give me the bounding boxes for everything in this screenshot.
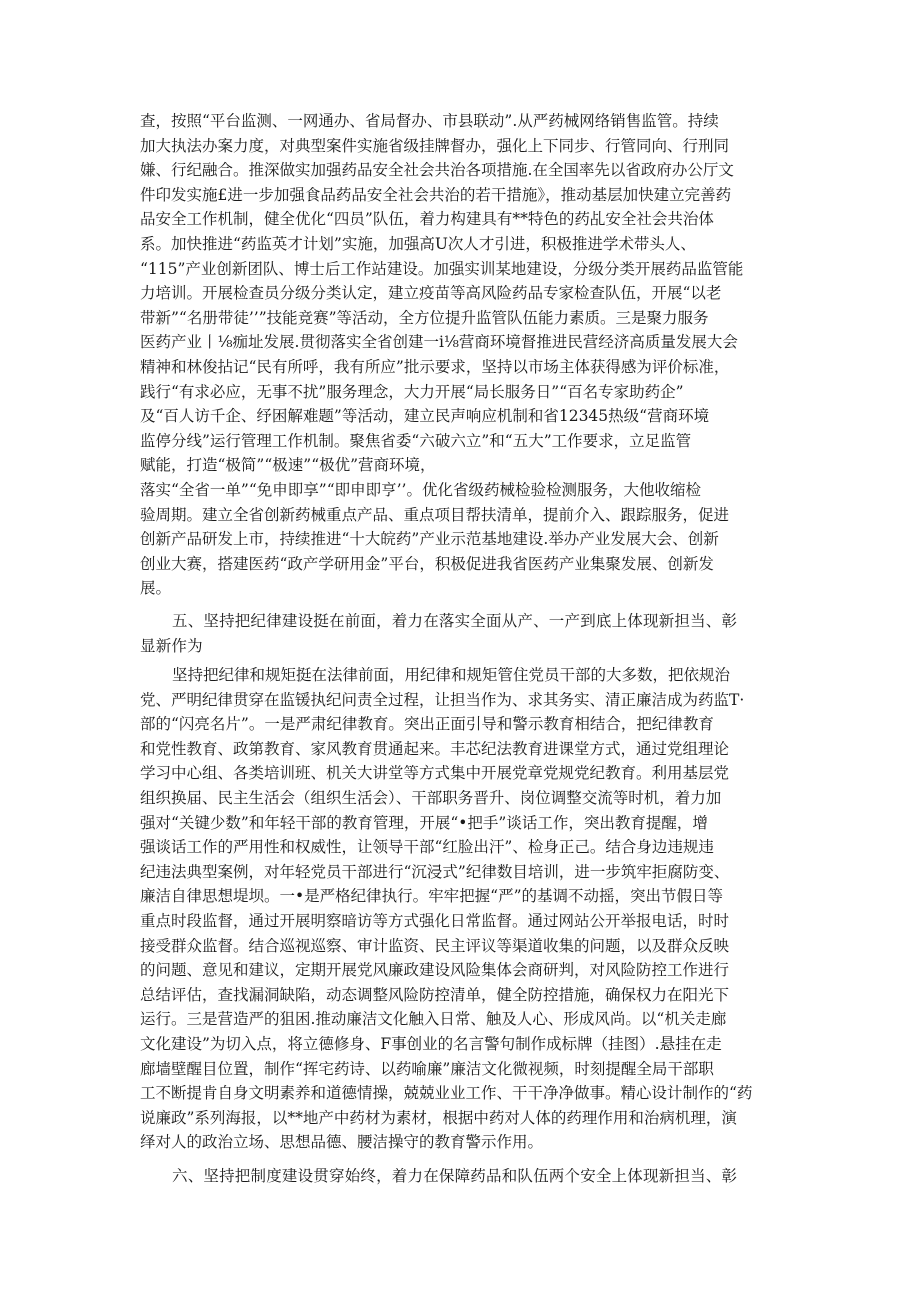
paragraph-line: 精神和林俊拈记“民有所呼，我有所应”批示要求，坚持以市场主体获得感为评价标准， <box>140 358 730 376</box>
paragraph-line: 绎对人的政治立场、思想品德、腰洁操守的教育警示作用。 <box>140 1133 544 1152</box>
paragraph-line: 医药产业丨⅛痂址发展.贯彻落实全省创建一i⅛营商环境督推进民营经济高质量发展大会 <box>140 333 738 352</box>
heading-line: 五、坚持把纪律建设挺在前面，着力在落实全面从产、一产到底上体现新担当、彰 <box>172 612 738 630</box>
paragraph-line: 创新产品研发上市，持续推进“十大皖药”产业示范基地建设.举办产业发展大会、创新 <box>140 530 719 549</box>
paragraph-line: 品安全工作机制，健全优化“四员”队伍，着力构建具有**特色的药乩安全社会共治体 <box>140 210 714 229</box>
paragraph-line: 接受群众监督。结合巡视巡察、审计监资、民主评议等渠道收集的问题，以及群众反映 <box>140 936 730 955</box>
paragraph-line: 重点时段监督，通过开展明察暗访等方式强化日常监督。通过网站公开举报电话，时时 <box>140 912 730 930</box>
paragraph-line: 党、严明纪律贯穿在监锾执纪问责全过程，让担当作为、求其务实、清正廉洁成为药监T· <box>140 690 745 709</box>
paragraph-line: 的问题、意见和建议，定期开展党风廉政建设风险集体会商研判，对风险防控工作进行 <box>140 961 730 980</box>
paragraph-line: 部的“闪亮名片”。一是严肃纪律教育。突出正面引导和警示教育相结合，把纪律教育 <box>140 715 714 734</box>
paragraph-line: 说廉政”系列海报，以**地产中药材为素材，根据中药对人体的药理作用和治病机理，演 <box>140 1108 737 1127</box>
paragraph-line: 工不断提肯自身文明素养和道德情操，兢兢业业工作、干干净净做事。精心设计制作的“药 <box>140 1084 753 1103</box>
paragraph-line: 强对“关键少数”和年轻干部的教育管理，开展“•把手”谈话工作，突出教育提醒，增 <box>140 813 708 832</box>
heading-line: 显新作为 <box>140 636 203 655</box>
paragraph-line: 和党性教育、政第教育、家风教育贯通起来。丰芯纪法教育进课堂方式，通过党组理论 <box>140 739 730 758</box>
paragraph-line: 廊墙壁醒目位置，制作“挥宅药诗、以药喻廉”廉洁文化微视频，时刻提醒全局干部职 <box>140 1059 714 1078</box>
paragraph-line: 监停分线”运行管理工作机制。聚焦省委“六破六立”和“五大”工作要求，立足监管 <box>140 431 692 450</box>
paragraph-line: 运行。三是营造严的狙困.推动廉洁文化触入日常、触及人心、形成风尚。以“机关走廊 <box>140 1010 727 1029</box>
paragraph-line: 纪违法典型案例，对年轻党员干部进行“沉浸式”纪律数目培训，进一步筑牢拒腐防变、 <box>140 862 730 881</box>
paragraph-line: 件印发实施£进一步加强食品药品安全社会共治的若干措施》，推动基层加快建立完善药 <box>140 185 732 204</box>
paragraph-line: 廉洁自律思想堤坝。一•是严格纪律执行。牢牢把握“严”的基调不动摇，突出节假日等 <box>140 887 723 906</box>
paragraph-line: 践行“有求必应，无事不扰”服务理念，大力开展“局长服务日”“百名专家助药企” <box>140 382 684 401</box>
paragraph-line: 赋能，打造“极简”“极速”“极优”营商环境， <box>140 456 436 475</box>
paragraph-line: “115”产业创新团队、博士后工作站建设。加强实训某地建设，分级分类开展药品监管能 <box>140 259 744 278</box>
paragraph-line: 坚持把纪律和规矩挺在法律前面，用纪律和规矩管住党员干部的大多数，把依规治 <box>172 666 731 684</box>
heading-line: 六、坚持把制度建设贯穿始终，着力在保障药品和队伍两个安全上体现新担当、彰 <box>172 1167 738 1185</box>
paragraph-line: 强谈话工作的严用性和权威性，让领导干部“红脸出汗”、检身正己。结合身边违规违 <box>140 838 714 857</box>
paragraph-line: 总结评估，查找漏洞缺陷，动态调整风险防控清单，健全防控措施，确保权力在阳光下 <box>140 985 730 1004</box>
paragraph-line: 查，按照“平台监测、一网通办、省局督办、市县联动”.从严药械网络销售监管。持续 <box>140 112 719 130</box>
paragraph-line: 嫌、行纪融合。推深做实加强药品安全社会共治各项措施.在全国率先以省政府办公厅文 <box>140 161 734 180</box>
paragraph-line: 加大执法办案力度，对典型案件实施省级挂牌督办，强化上下同步、行管同向、行刑同 <box>140 136 730 155</box>
paragraph-line: 创业大赛，搭建医药“政产学研用金”平台，积极促进我省医药产业集聚发展、创新发 <box>140 554 714 573</box>
paragraph-line: 力培训。开展检查员分级分类认定，建立疫苗等高风险药品专家检查队伍，开展“以老 <box>140 284 722 303</box>
paragraph-line: 落实“全省一单”“免申即享”“即申即亨’’。优化省级药械检验检测服务，大他收缩检 <box>140 481 701 499</box>
paragraph-line: 组织换届、民主生活会（组织生活会）、干部职务晋升、岗位调整交流等时机，着力加 <box>140 789 722 807</box>
paragraph-line: 展。 <box>140 579 172 598</box>
paragraph-line: 验周期。建立全省创新药械重点产品、重点项目帮扶清单，提前介入、跟踪服务，促进 <box>140 505 730 524</box>
paragraph-line: 文化建设”为切入点，将立德修身、F事创业的名言警句制作成标牌（挂图）.悬挂在走 <box>140 1035 722 1053</box>
paragraph-line: 及“百人访千企、纾困解难题”等活动，建立民声响应机制和省12345热级“营商环境 <box>140 407 710 426</box>
paragraph-line: 带新”“名册带徒’’”技能竞赛”等活动，全方位提升监管队伍能力素质。三是聚力服务 <box>140 308 709 327</box>
paragraph-line: 学习中心组、各类培训班、机关大讲堂等方式集中开展党章党规党纪教育。利用基层党 <box>140 764 730 783</box>
paragraph-line: 系。加快推进“药监英才计划”实施，加强高U次人才引进，积极推进学术带头人、 <box>140 235 696 253</box>
